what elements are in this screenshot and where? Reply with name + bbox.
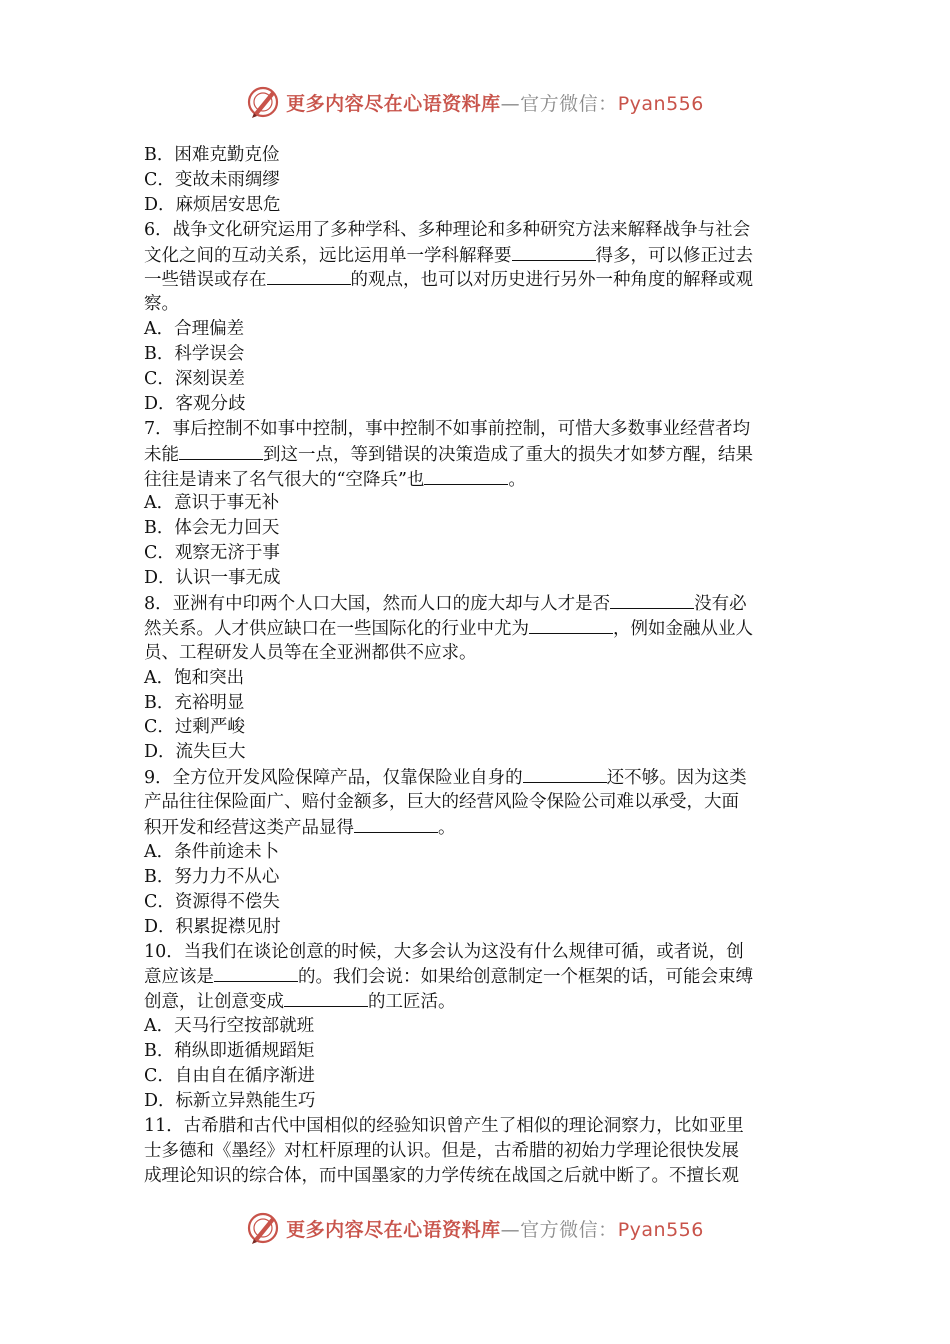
- text-line: [144, 317, 810, 342]
- text-segment: 士多德和《墨经》对杠杆原理的认识。但是，古希腊的初始力学理论很快发展: [144, 1140, 739, 1161]
- fill-in-blank: [214, 964, 298, 982]
- text-line: [144, 1164, 810, 1189]
- text-segment: C．观察无济于事: [144, 543, 280, 564]
- text-line: [144, 267, 810, 292]
- fill-in-blank: [523, 765, 607, 783]
- banner-text: 更多内容尽在心语资料库—官方微信：Pyan556: [286, 1218, 704, 1241]
- text-line: [144, 367, 810, 392]
- text-line: [144, 989, 810, 1014]
- text-line: [144, 491, 810, 516]
- text-segment: A．意识于事无补: [144, 493, 280, 514]
- text-line: [144, 467, 810, 492]
- text-segment: 然关系。人才供应缺口在一些国际化的行业中尤为: [144, 618, 529, 639]
- fill-in-blank: [424, 467, 508, 485]
- text-line: [144, 715, 810, 740]
- text-line: [144, 541, 810, 566]
- text-segment: 积开发和经营这类产品显得: [144, 818, 354, 839]
- fill-in-blank: [284, 989, 368, 1007]
- text-line: [144, 566, 810, 591]
- text-line: [144, 840, 810, 865]
- text-segment: 。: [438, 818, 456, 839]
- text-segment: D．标新立异熟能生巧: [144, 1090, 316, 1111]
- text-segment: A．饱和突出: [144, 667, 245, 688]
- text-line: [144, 964, 810, 989]
- text-segment: 创意，让创意变成: [144, 992, 284, 1013]
- text-segment: 的工匠活。: [368, 992, 456, 1013]
- text-segment: 9．全方位开发风险保障产品，仅靠保险业自身的: [144, 768, 523, 789]
- text-segment: B．困难克勤克俭: [144, 145, 280, 165]
- text-segment: D．流失巨大: [144, 742, 246, 763]
- text-segment: B．充裕明显: [144, 692, 245, 713]
- text-line: [144, 1014, 810, 1039]
- text-line: [144, 915, 810, 940]
- text-line: [144, 342, 810, 367]
- text-segment: C．自由自在循序渐进: [144, 1065, 315, 1086]
- text-line: [144, 1064, 810, 1089]
- text-line: [144, 168, 810, 193]
- text-segment: 7．事后控制不如事中控制，事中控制不如事前控制，可惜大多数事业经营者均: [144, 418, 751, 439]
- text-line: [144, 1039, 810, 1064]
- text-line: [144, 940, 810, 965]
- text-segment: 到这一点，等到错误的决策造成了重大的损失才如梦方醒，结果: [263, 444, 753, 465]
- text-line: [144, 666, 810, 691]
- text-line: [144, 765, 810, 790]
- text-line: [144, 218, 810, 243]
- text-line: [144, 790, 810, 815]
- text-segment: A．条件前途未卜: [144, 841, 280, 862]
- text-segment: B．科学误会: [144, 344, 245, 365]
- fill-in-blank: [354, 815, 438, 833]
- text-segment: D．积累捉襟见肘: [144, 916, 281, 937]
- text-segment: B．努力力不从心: [144, 866, 280, 887]
- text-segment: C．深刻误差: [144, 369, 245, 390]
- text-line: [144, 243, 810, 268]
- text-segment: D．客观分歧: [144, 393, 246, 414]
- pen-logo-icon: [246, 1211, 280, 1245]
- text-segment: 成理论知识的综合体，而中国墨家的力学传统在战国之后就中断了。不擅长观: [144, 1165, 739, 1186]
- text-segment: 未能: [144, 444, 179, 465]
- text-line: [144, 442, 810, 467]
- text-line: [144, 890, 810, 915]
- text-segment: 察。: [144, 294, 179, 315]
- text-segment: 一些错误或存在: [144, 270, 267, 291]
- text-segment: 的观点，也可以对历史进行另外一种角度的解释或观: [350, 270, 753, 291]
- fill-in-blank: [610, 591, 694, 609]
- text-line: [144, 1114, 810, 1139]
- text-line: [144, 1139, 810, 1164]
- text-segment: 产品往往保险面广、赔付金额多，巨大的经营风险令保险公司难以承受，大面: [144, 792, 739, 813]
- text-segment: A．合理偏差: [144, 319, 245, 340]
- fill-in-blank: [179, 442, 263, 460]
- pen-logo-icon: [246, 85, 280, 119]
- text-segment: 8．亚洲有中印两个人口大国，然而人口的庞大却与人才是否: [144, 594, 611, 615]
- text-segment: 得多，可以修正过去: [595, 245, 753, 266]
- footer-banner: [0, 1208, 950, 1248]
- text-line: [144, 417, 810, 442]
- text-segment: ，例如金融从业人: [613, 618, 753, 639]
- header-banner: [0, 82, 950, 122]
- text-segment: C．过剩严峻: [144, 717, 245, 738]
- text-line: [144, 641, 810, 666]
- text-line: [144, 292, 810, 317]
- text-line: [144, 815, 810, 840]
- banner-text: 更多内容尽在心语资料库—官方微信：Pyan556: [286, 92, 704, 115]
- text-line: [144, 193, 810, 218]
- text-segment: 11．古希腊和古代中国相似的经验知识曾产生了相似的理论洞察力，比如亚里: [144, 1115, 744, 1136]
- text-segment: C．变故未雨绸缪: [144, 169, 280, 190]
- fill-in-blank: [512, 243, 596, 261]
- text-segment: 还不够。因为这类: [606, 768, 747, 789]
- text-segment: 6．战争文化研究运用了多种学科、多种理论和多种研究方法来解释战争与社会: [144, 219, 751, 240]
- text-segment: C．资源得不偿失: [144, 891, 280, 912]
- document-body: [144, 143, 810, 1188]
- text-line: [144, 740, 810, 765]
- fill-in-blank: [529, 616, 613, 634]
- text-segment: B．稍纵即逝循规蹈矩: [144, 1041, 315, 1062]
- text-segment: D．认识一事无成: [144, 568, 281, 589]
- text-line: [144, 143, 810, 168]
- text-line: [144, 691, 810, 716]
- text-segment: B．体会无力回天: [144, 518, 280, 539]
- text-segment: A．天马行空按部就班: [144, 1016, 315, 1037]
- text-segment: 10．当我们在谈论创意的时候，大多会认为这没有什么规律可循，或者说，创: [144, 941, 744, 962]
- text-segment: 意应该是: [144, 967, 214, 988]
- text-line: [144, 392, 810, 417]
- text-line: [144, 616, 810, 641]
- text-segment: 。: [508, 469, 526, 490]
- text-line: [144, 865, 810, 890]
- text-segment: 没有必: [694, 594, 747, 615]
- text-segment: 文化之间的互动关系，远比运用单一学科解释要: [144, 245, 512, 266]
- text-line: [144, 591, 810, 616]
- text-line: [144, 1089, 810, 1114]
- text-segment: 员、工程研发人员等在全亚洲都供不应求。: [144, 642, 477, 663]
- text-segment: 的。我们会说：如果给创意制定一个框架的话，可能会束缚: [298, 967, 753, 988]
- text-segment: D．麻烦居安思危: [144, 194, 281, 215]
- text-line: [144, 516, 810, 541]
- text-segment: 往往是请来了名气很大的“空降兵”也: [144, 469, 425, 490]
- fill-in-blank: [267, 267, 351, 285]
